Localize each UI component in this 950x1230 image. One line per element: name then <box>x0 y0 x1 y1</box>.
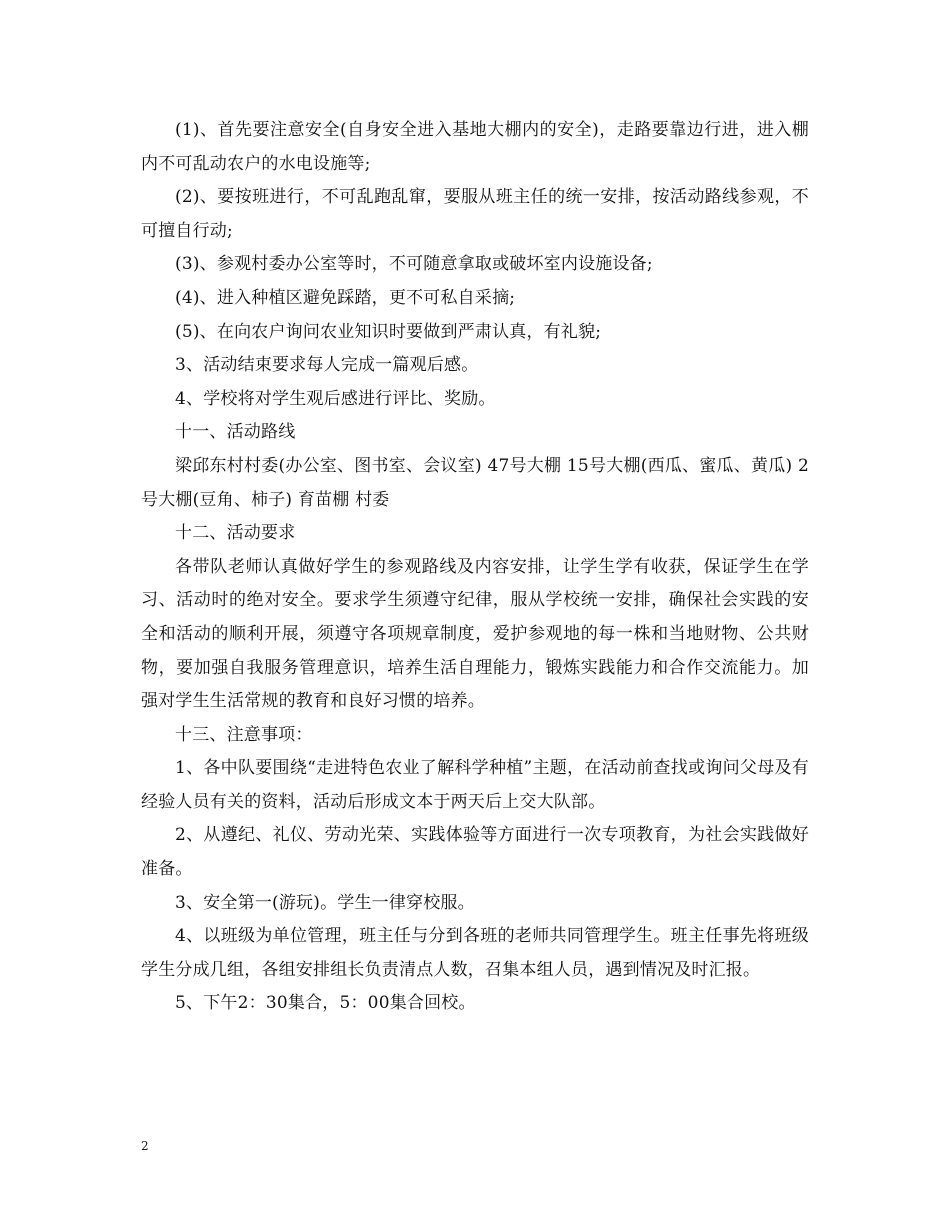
requirement-3: 3、活动结束要求每人完成一篇观后感。 <box>175 355 479 376</box>
note-item-1: 1、各中队要围绕“走进特色农业了解科学种植”主题，在活动前查找或询问父母及有经验人员有关的资料，活动后形成文本于两天后上交大队部。 <box>141 758 809 812</box>
safety-rule-4: (4)、进入种植区避免踩踏，更不可私自采摘; <box>175 287 516 308</box>
section-heading-notes: 十三、注意事项： <box>175 724 313 745</box>
page-number: 2 <box>141 1139 149 1153</box>
safety-rule-2: (2)、要按班进行，不可乱跑乱窜，要服从班主任的统一安排，按活动路线参观，不可擅自行动; <box>141 187 809 241</box>
safety-rule-3: (3)、参观村委办公室等时，不可随意拿取或破坏室内设施设备; <box>175 254 653 275</box>
section-heading-requirements: 十二、活动要求 <box>175 523 296 544</box>
document-body <box>141 114 809 1021</box>
note-item-4: 4、以班级为单位管理，班主任与分到各班的老师共同管理学生。班主任事先将班级学生分成几组，各组安排组长负责清点人数，召集本组人员，遇到情况及时汇报。 <box>141 926 809 980</box>
note-item-3: 3、安全第一(游玩)。学生一律穿校服。 <box>175 892 475 913</box>
safety-rule-1: (1)、首先要注意安全(自身安全进入基地大棚内的安全)，走路要靠边行进，进入棚内不可乱动农户的水电设施等; <box>141 120 809 174</box>
note-item-5: 5、下午2：30集合，5：00集合回校。 <box>175 993 476 1014</box>
requirements-body: 各带队老师认真做好学生的参观路线及内容安排，让学生学有收获，保证学生在学习、活动时的绝对安全。要求学生须遵守纪律，服从学校统一安排，确保社会实践的安全和活动的顺利开展，须遵守各项规章制度，爱护参观地的每一株和当地财物、公共财物，要加强自我服务管理意识，培养生活自理能力，锻炼实践能力和合作交流能力。加强对学生生活常规的教育和良好习惯的培养。 <box>141 556 809 712</box>
requirement-4: 4、学校将对学生观后感进行评比、奖励。 <box>175 388 496 409</box>
section-heading-route: 十一、活动路线 <box>175 422 296 443</box>
safety-rule-5: (5)、在向农户询问农业知识时要做到严肃认真，有礼貌; <box>175 321 602 342</box>
note-item-2: 2、从遵纪、礼仪、劳动光荣、实践体验等方面进行一次专项教育，为社会实践做好准备。 <box>141 825 809 880</box>
route-description: 梁邱东村村委(办公室、图书室、会议室) 47号大棚 15号大棚(西瓜、蜜瓜、黄瓜) 2号大棚(豆角、柿子) 育苗棚 村委 <box>141 455 809 510</box>
